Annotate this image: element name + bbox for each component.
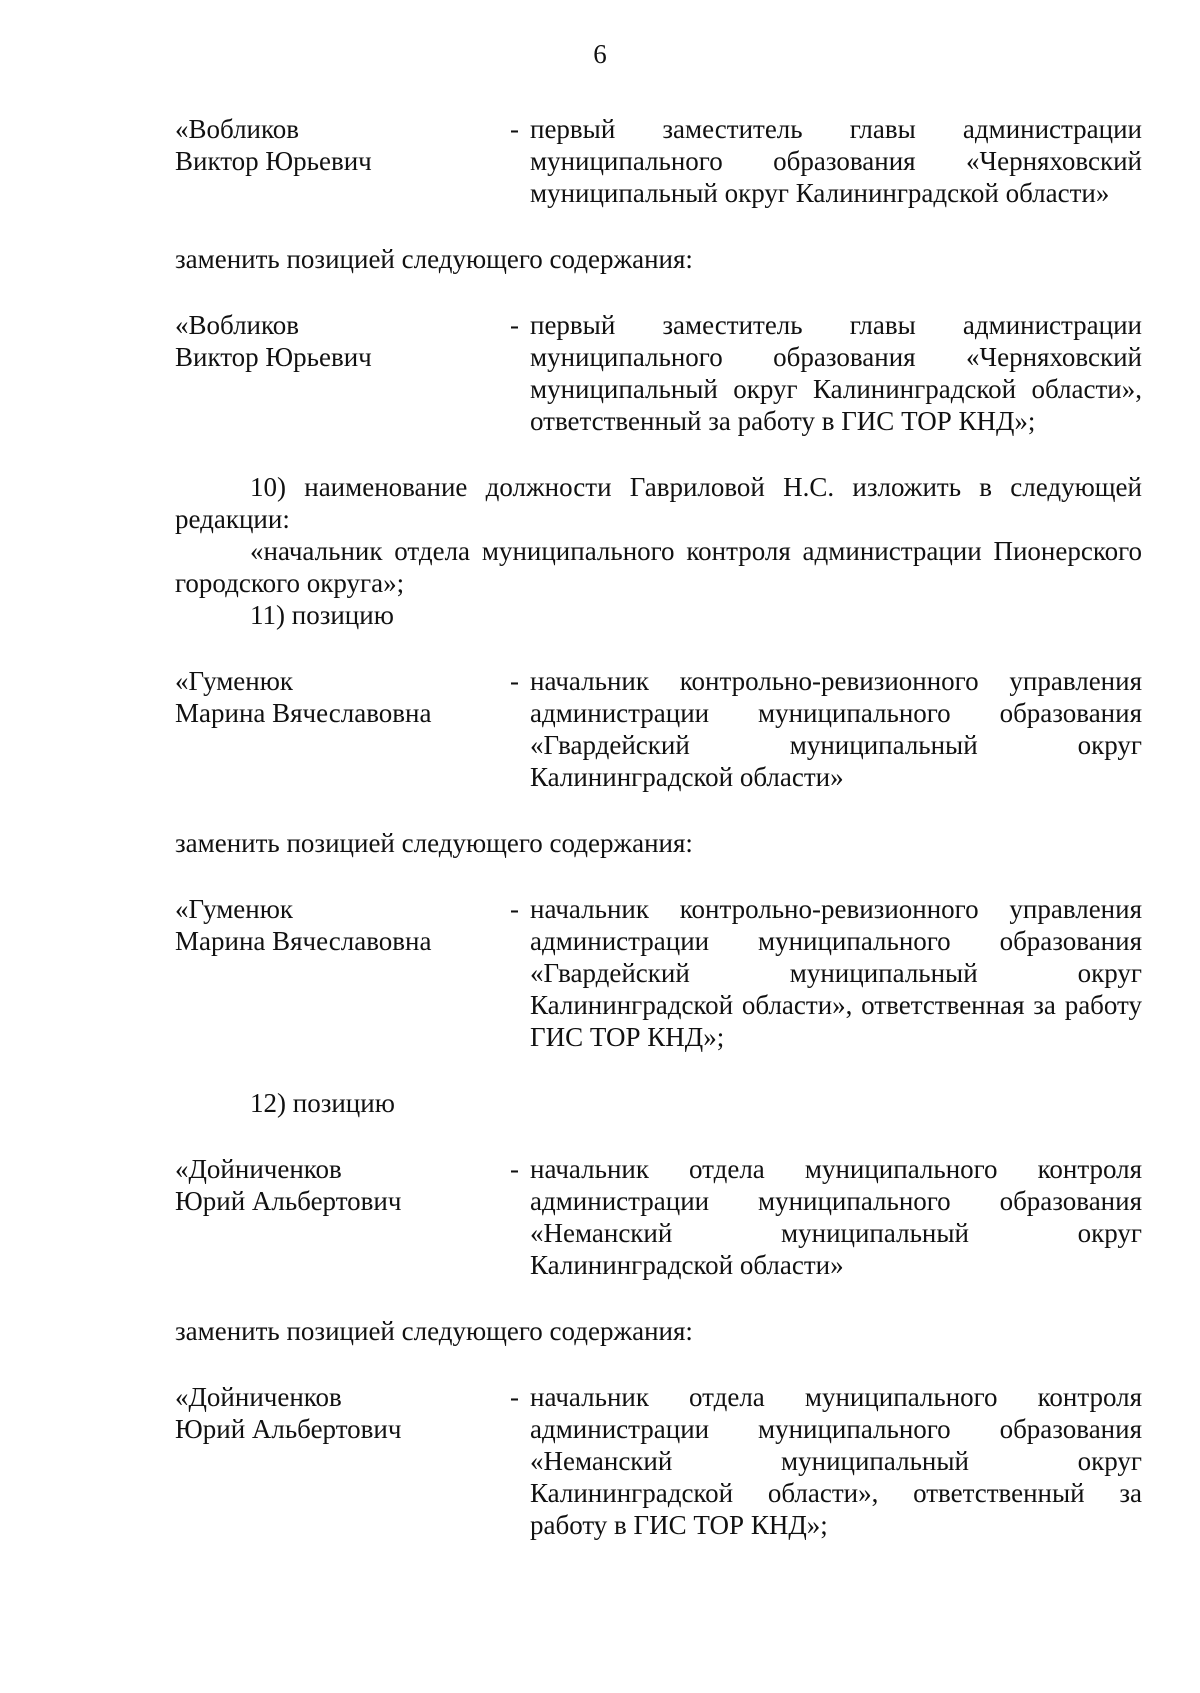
entry-gumenyuk-new xyxy=(175,893,1142,1053)
entry-dash: - xyxy=(510,1382,519,1412)
entry-given-names: Марина Вячеславовна xyxy=(175,698,432,728)
entry-voblikov-new xyxy=(175,309,1142,437)
entry-name xyxy=(175,893,510,957)
entry-dash: - xyxy=(510,894,519,924)
entry-name xyxy=(175,309,510,373)
entry-given-names: Виктор Юрьевич xyxy=(175,146,372,176)
entry-doynichenkov-new xyxy=(175,1381,1142,1541)
entry-doynichenkov-old xyxy=(175,1153,1142,1281)
entry-position: начальник отдела муниципального контроля администрации муниципального образования «Неманский муниципальный округ Калининградской области», ответственный за работу в ГИС ТОР КНД»; xyxy=(530,1382,1142,1540)
entry-position: первый заместитель главы администрации муниципального образования «Черняховский муниципальный округ Калининградской области» xyxy=(530,114,1142,208)
entry-name xyxy=(175,1381,510,1445)
entry-voblikov-old xyxy=(175,113,1142,209)
page-number: 6 xyxy=(593,39,607,69)
replace-instruction: заменить позицией следующего содержания: xyxy=(175,828,693,858)
replace-instruction: заменить позицией следующего содержания: xyxy=(175,244,693,274)
entry-position: начальник контрольно-ревизионного управления администрации муниципального образования «Гвардейский муниципальный округ Калининградской области» xyxy=(530,666,1142,792)
entry-gumenyuk-old xyxy=(175,665,1142,793)
entry-dash: - xyxy=(510,310,519,340)
entry-position: начальник отдела муниципального контроля администрации муниципального образования «Неманский муниципальный округ Калининградской области» xyxy=(530,1154,1142,1280)
replace-instruction: заменить позицией следующего содержания: xyxy=(175,1316,693,1346)
entry-name xyxy=(175,665,510,729)
entry-name xyxy=(175,1153,510,1217)
entry-name xyxy=(175,113,510,177)
entry-position: начальник контрольно-ревизионного управления администрации муниципального образования «Гвардейский муниципальный округ Калининградской области», ответственная за работу ГИС ТОР КНД»; xyxy=(530,894,1142,1052)
entry-surname: «Дойниченков xyxy=(175,1154,342,1184)
document-body xyxy=(175,113,1142,1541)
entry-given-names: Юрий Альбертович xyxy=(175,1414,402,1444)
item-10-text: 10) наименование должности Гавриловой Н.С. изложить в следующей редакции: xyxy=(175,472,1142,534)
entry-surname: «Гуменюк xyxy=(175,894,294,924)
entry-given-names: Виктор Юрьевич xyxy=(175,342,372,372)
entry-dash: - xyxy=(510,666,519,696)
entry-surname: «Вобликов xyxy=(175,310,299,340)
item-12-label: 12) позицию xyxy=(250,1088,395,1118)
entry-surname: «Гуменюк xyxy=(175,666,294,696)
item-11-label: 11) позицию xyxy=(250,600,394,630)
entry-surname: «Вобликов xyxy=(175,114,299,144)
entry-given-names: Марина Вячеславовна xyxy=(175,926,432,956)
entry-dash: - xyxy=(510,114,519,144)
item-10-quote: «начальник отдела муниципального контроля администрации Пионерского городского округа»; xyxy=(175,536,1142,598)
entry-surname: «Дойниченков xyxy=(175,1382,342,1412)
entry-position: первый заместитель главы администрации муниципального образования «Черняховский муниципальный округ Калининградской области», ответственный за работу в ГИС ТОР КНД»; xyxy=(530,310,1142,436)
entry-dash: - xyxy=(510,1154,519,1184)
entry-given-names: Юрий Альбертович xyxy=(175,1186,402,1216)
